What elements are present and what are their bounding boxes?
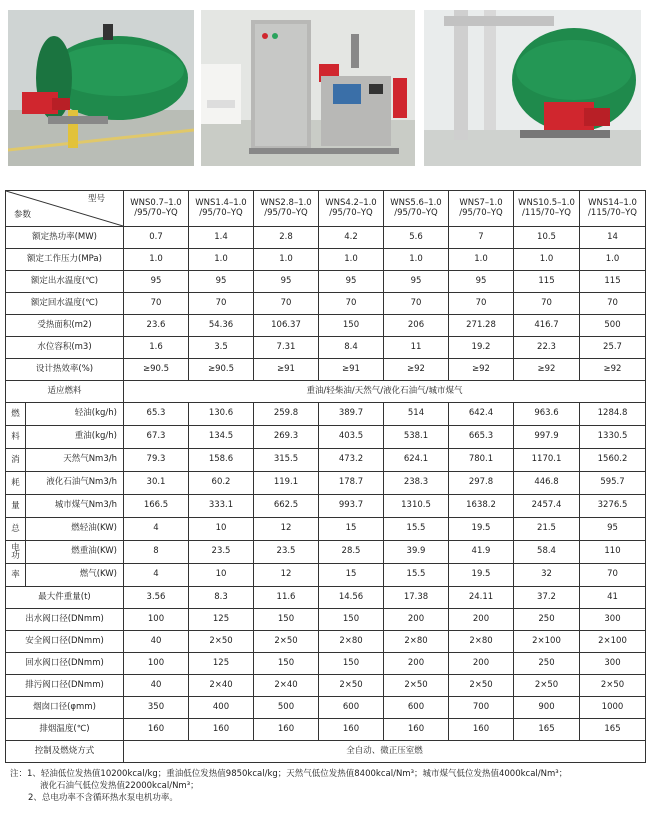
value-cell: 70 [449, 293, 514, 315]
value-cell: 58.4 [514, 541, 580, 564]
value-cell: 2×50 [514, 675, 580, 697]
value-cell: 2457.4 [514, 495, 580, 518]
boiler-photo-1 [8, 10, 194, 166]
note-line-1: 注：1、轻油低位发热值10200kcal/kg；重油低位发热值9850kcal/kg；天然气低位发热值8400kcal/Nm³；城市煤气低位发热值4000kcal/Nm³； [10, 769, 568, 779]
value-cell: 600 [319, 697, 384, 719]
row-label-cell [6, 426, 124, 449]
value-cell: 70 [319, 293, 384, 315]
value-cell: 538.1 [384, 426, 449, 449]
value-cell: 160 [449, 719, 514, 741]
value-cell: 95 [449, 271, 514, 293]
value-cell: 11.6 [254, 587, 319, 609]
consumption-group-char: 燃 [11, 408, 20, 419]
value-cell: 1330.5 [580, 426, 646, 449]
value-cell: 160 [254, 719, 319, 741]
value-cell: 259.8 [254, 403, 319, 426]
value-cell: 12 [254, 518, 319, 541]
value-cell: 95 [124, 271, 189, 293]
value-cell: 41 [580, 587, 646, 609]
spec-row [6, 359, 646, 381]
row-label: 额定回水温度(℃) [6, 293, 124, 315]
value-cell: 200 [384, 653, 449, 675]
spec-row [6, 653, 646, 675]
value-cell: 1.4 [189, 227, 254, 249]
boiler-illustration-1 [8, 10, 194, 166]
value-cell: 600 [384, 697, 449, 719]
value-cell: 23.5 [189, 541, 254, 564]
value-cell: 19.5 [449, 564, 514, 587]
value-cell: 106.37 [254, 315, 319, 337]
spec-row [6, 426, 646, 449]
value-cell: 7.31 [254, 337, 319, 359]
corner-model-label: 型号 [87, 194, 105, 204]
model-header-row [6, 191, 646, 227]
row-label: 受热面积(m2) [6, 315, 124, 337]
value-cell: 166.5 [124, 495, 189, 518]
row-label: 燃气(KW) [79, 569, 117, 580]
value-cell: 4.2 [319, 227, 384, 249]
spec-row [6, 675, 646, 697]
row-label: 额定热功率(MW) [6, 227, 124, 249]
row-label: 设计热效率(%) [6, 359, 124, 381]
row-label: 燃重油(KW) [71, 546, 117, 557]
spec-row [6, 564, 646, 587]
value-cell: 1638.2 [449, 495, 514, 518]
value-cell: ≥90.5 [189, 359, 254, 381]
value-cell: 32 [514, 564, 580, 587]
value-cell: 400 [189, 697, 254, 719]
value-cell: 100 [124, 609, 189, 631]
model-line1: WNS5.6–1.0 [390, 197, 442, 208]
value-cell: 115 [514, 271, 580, 293]
value-cell: 993.7 [319, 495, 384, 518]
model-line2: /95/70–YQ [199, 207, 243, 218]
value-cell: 662.5 [254, 495, 319, 518]
value-cell: 1.0 [514, 249, 580, 271]
value-cell: 79.3 [124, 449, 189, 472]
model-line1: WNS2.8–1.0 [260, 197, 312, 208]
consumption-group-char: 消 [11, 454, 20, 465]
spec-row [6, 271, 646, 293]
value-cell: 1.0 [580, 249, 646, 271]
value-cell: 3.56 [124, 587, 189, 609]
value-cell: 21.5 [514, 518, 580, 541]
value-cell: 780.1 [449, 449, 514, 472]
value-cell: ≥91 [319, 359, 384, 381]
value-cell: 160 [124, 719, 189, 741]
value-cell: 70 [580, 293, 646, 315]
row-label: 额定出水温度(℃) [6, 271, 124, 293]
value-cell: 642.4 [449, 403, 514, 426]
value-cell: 14.56 [319, 587, 384, 609]
value-cell: 95 [189, 271, 254, 293]
spec-row [6, 403, 646, 426]
value-cell: 115 [580, 271, 646, 293]
value-cell: 1.0 [124, 249, 189, 271]
value-cell: 158.6 [189, 449, 254, 472]
row-label: 天然气Nm3/h [63, 454, 117, 465]
value-cell: 23.6 [124, 315, 189, 337]
consumption-group-column [6, 495, 26, 517]
fuel-row [6, 381, 646, 403]
value-cell: 28.5 [319, 541, 384, 564]
value-cell: 150 [319, 609, 384, 631]
value-cell: 160 [319, 719, 384, 741]
value-cell: 67.3 [124, 426, 189, 449]
value-cell: 300 [580, 653, 646, 675]
model-header [124, 191, 189, 227]
value-cell: ≥92 [384, 359, 449, 381]
value-cell: 1000 [580, 697, 646, 719]
value-cell: 22.3 [514, 337, 580, 359]
value-cell: 12 [254, 564, 319, 587]
value-cell: 389.7 [319, 403, 384, 426]
value-cell: 25.7 [580, 337, 646, 359]
value-cell: 271.28 [449, 315, 514, 337]
spec-row [6, 293, 646, 315]
model-line1: WNS10.5–1.0 [518, 197, 575, 208]
row-label: 水位容积(m3) [6, 337, 124, 359]
value-cell: 15 [319, 564, 384, 587]
row-label: 城市煤气Nm3/h [54, 500, 117, 511]
value-cell: ≥91 [254, 359, 319, 381]
row-label: 液化石油气Nm3/h [46, 477, 117, 488]
model-line1: WNS4.2–1.0 [325, 197, 377, 208]
model-line1: WNS14–1.0 [588, 197, 637, 208]
value-cell: 1.0 [254, 249, 319, 271]
value-cell: 95 [254, 271, 319, 293]
value-cell: 250 [514, 609, 580, 631]
spec-row [6, 449, 646, 472]
value-cell: 2×80 [319, 631, 384, 653]
model-header [580, 191, 646, 227]
value-cell: 4 [124, 564, 189, 587]
value-cell: 333.1 [189, 495, 254, 518]
value-cell: 65.3 [124, 403, 189, 426]
value-cell: 1.0 [319, 249, 384, 271]
value-cell: 446.8 [514, 472, 580, 495]
model-header [189, 191, 254, 227]
value-cell: 2×40 [254, 675, 319, 697]
value-cell: 70 [189, 293, 254, 315]
spec-row [6, 495, 646, 518]
row-label: 排污阀口径(DNmm) [6, 675, 124, 697]
spec-row [6, 518, 646, 541]
value-cell: 997.9 [514, 426, 580, 449]
value-cell: 130.6 [189, 403, 254, 426]
value-cell: 41.9 [449, 541, 514, 564]
value-cell: 1560.2 [580, 449, 646, 472]
value-cell: 238.3 [384, 472, 449, 495]
control-cabinet-photo [201, 10, 415, 166]
consumption-group-char: 耗 [11, 477, 20, 488]
value-cell: 1.0 [189, 249, 254, 271]
value-cell: 1170.1 [514, 449, 580, 472]
value-cell: 2×50 [580, 675, 646, 697]
value-cell: 200 [384, 609, 449, 631]
value-cell: 95 [580, 518, 646, 541]
value-cell: 2×50 [254, 631, 319, 653]
value-cell: 15.5 [384, 518, 449, 541]
value-cell: 165 [514, 719, 580, 741]
value-cell: 500 [254, 697, 319, 719]
value-cell: 60.2 [189, 472, 254, 495]
value-cell: ≥90.5 [124, 359, 189, 381]
value-cell: 134.5 [189, 426, 254, 449]
value-cell: 250 [514, 653, 580, 675]
value-cell: 10 [189, 564, 254, 587]
value-cell: 150 [254, 609, 319, 631]
spec-row [6, 249, 646, 271]
value-cell: 24.11 [449, 587, 514, 609]
value-cell: 125 [189, 609, 254, 631]
value-cell: 150 [319, 315, 384, 337]
model-line1: WNS1.4–1.0 [195, 197, 247, 208]
value-cell: 2×80 [449, 631, 514, 653]
value-cell: 8.3 [189, 587, 254, 609]
consumption-group-column [6, 426, 26, 448]
model-header [319, 191, 384, 227]
row-label-cell [6, 495, 124, 518]
value-cell: 23.5 [254, 541, 319, 564]
value-cell: 10 [189, 518, 254, 541]
row-label-cell [6, 449, 124, 472]
value-cell: 17.38 [384, 587, 449, 609]
power-group-char: 总 [11, 523, 20, 534]
value-cell: 100 [124, 653, 189, 675]
power-group-char: 电 [11, 542, 20, 553]
model-line2: /95/70–YQ [134, 207, 178, 218]
value-cell: 30.1 [124, 472, 189, 495]
value-cell: 125 [189, 653, 254, 675]
power-group-char: 率 [11, 569, 20, 580]
value-cell: 70 [254, 293, 319, 315]
spec-row [6, 631, 646, 653]
value-cell: 297.8 [449, 472, 514, 495]
model-header [449, 191, 514, 227]
value-cell: ≥92 [449, 359, 514, 381]
value-cell: 2×100 [580, 631, 646, 653]
value-cell: 3.5 [189, 337, 254, 359]
value-cell: 160 [384, 719, 449, 741]
cabinet-illustration [201, 10, 415, 166]
spec-row [6, 227, 646, 249]
consumption-group-char: 料 [11, 431, 20, 442]
row-label: 排烟温度(℃) [6, 719, 124, 741]
power-group-column [6, 518, 26, 540]
merged-value-cell: 重油/轻柴油/天然气/液化石油气/城市煤气 [124, 381, 646, 403]
value-cell: 2×50 [189, 631, 254, 653]
value-cell: ≥92 [514, 359, 580, 381]
value-cell: 14 [580, 227, 646, 249]
row-label: 最大件重量(t) [6, 587, 124, 609]
value-cell: 1.0 [384, 249, 449, 271]
row-label: 燃轻油(KW) [71, 523, 117, 534]
note-line-2: 液化石油气低位发热值22000kcal/Nm³； [40, 781, 199, 791]
value-cell: 2×50 [449, 675, 514, 697]
model-header [254, 191, 319, 227]
value-cell: 178.7 [319, 472, 384, 495]
value-cell: 1.0 [449, 249, 514, 271]
model-line1: WNS0.7–1.0 [130, 197, 182, 208]
value-cell: 95 [384, 271, 449, 293]
value-cell: ≥92 [580, 359, 646, 381]
value-cell: 10.5 [514, 227, 580, 249]
value-cell: 200 [449, 609, 514, 631]
value-cell: 40 [124, 675, 189, 697]
value-cell: 473.2 [319, 449, 384, 472]
value-cell: 4 [124, 518, 189, 541]
value-cell: 2×100 [514, 631, 580, 653]
spec-row [6, 541, 646, 564]
corner-param-label: 参数 [14, 210, 32, 221]
value-cell: 900 [514, 697, 580, 719]
value-cell: 19.5 [449, 518, 514, 541]
consumption-group-column [6, 472, 26, 494]
row-label: 额定工作压力(MPa) [6, 249, 124, 271]
value-cell: 595.7 [580, 472, 646, 495]
model-header [384, 191, 449, 227]
value-cell: 315.5 [254, 449, 319, 472]
value-cell: 8 [124, 541, 189, 564]
spec-row [6, 719, 646, 741]
value-cell: 15 [319, 518, 384, 541]
value-cell: 2×80 [384, 631, 449, 653]
value-cell: 37.2 [514, 587, 580, 609]
model-line2: /115/70–YQ [588, 207, 637, 218]
value-cell: 11 [384, 337, 449, 359]
footnotes [10, 768, 645, 804]
value-cell: 1284.8 [580, 403, 646, 426]
value-cell: 54.36 [189, 315, 254, 337]
row-label: 重油(kg/h) [74, 431, 117, 442]
value-cell: 3276.5 [580, 495, 646, 518]
value-cell: 500 [580, 315, 646, 337]
row-label-cell [6, 518, 124, 541]
row-label-cell [6, 472, 124, 495]
value-cell: 700 [449, 697, 514, 719]
value-cell: 1.6 [124, 337, 189, 359]
value-cell: 665.3 [449, 426, 514, 449]
power-group-column [6, 564, 26, 586]
row-label: 烟囱口径(φmm) [6, 697, 124, 719]
boiler-photo-2 [424, 10, 641, 166]
value-cell: 70 [514, 293, 580, 315]
value-cell: 1310.5 [384, 495, 449, 518]
value-cell: 7 [449, 227, 514, 249]
product-photos [0, 0, 650, 175]
consumption-group-char: 量 [11, 500, 20, 511]
consumption-group-column [6, 403, 26, 425]
power-group-char: 功 [11, 551, 20, 561]
boiler-illustration-2 [424, 10, 641, 166]
value-cell: 95 [319, 271, 384, 293]
model-header [514, 191, 580, 227]
value-cell: 110 [580, 541, 646, 564]
value-cell: 70 [124, 293, 189, 315]
value-cell: 403.5 [319, 426, 384, 449]
spec-row [6, 587, 646, 609]
value-cell: 19.2 [449, 337, 514, 359]
value-cell: 70 [384, 293, 449, 315]
value-cell: 0.7 [124, 227, 189, 249]
value-cell: 269.3 [254, 426, 319, 449]
row-label-cell [6, 403, 124, 426]
value-cell: 150 [319, 653, 384, 675]
model-line2: /95/70–YQ [264, 207, 308, 218]
value-cell: 200 [449, 653, 514, 675]
note-line-3: 2、总电功率不含循环热水泵电机功率。 [28, 793, 178, 803]
merged-value-cell: 全自动、微正压室燃 [124, 741, 646, 763]
model-line2: /95/70–YQ [459, 207, 503, 218]
value-cell: 70 [580, 564, 646, 587]
row-label-cell [6, 541, 124, 564]
spec-row [6, 697, 646, 719]
spec-table-body [6, 227, 646, 763]
spec-row [6, 315, 646, 337]
value-cell: 2×50 [384, 675, 449, 697]
value-cell: 119.1 [254, 472, 319, 495]
value-cell: 206 [384, 315, 449, 337]
value-cell: 165 [580, 719, 646, 741]
value-cell: 150 [254, 653, 319, 675]
value-cell: 15.5 [384, 564, 449, 587]
row-label: 出水阀口径(DNmm) [6, 609, 124, 631]
spec-row [6, 472, 646, 495]
row-label: 控制及燃烧方式 [6, 741, 124, 763]
value-cell: 8.4 [319, 337, 384, 359]
model-line2: /115/70–YQ [522, 207, 571, 218]
value-cell: 963.6 [514, 403, 580, 426]
value-cell: 2×40 [189, 675, 254, 697]
value-cell: 2.8 [254, 227, 319, 249]
value-cell: 160 [189, 719, 254, 741]
model-line2: /95/70–YQ [329, 207, 373, 218]
row-label: 适应燃料 [6, 381, 124, 403]
value-cell: 40 [124, 631, 189, 653]
row-label-cell [6, 564, 124, 587]
consumption-group-column [6, 449, 26, 471]
row-label: 轻油(kg/h) [74, 408, 117, 419]
value-cell: 514 [384, 403, 449, 426]
power-group-column [6, 541, 26, 563]
spec-row [6, 337, 646, 359]
row-label: 回水阀口径(DNmm) [6, 653, 124, 675]
value-cell: 350 [124, 697, 189, 719]
spec-table [5, 190, 646, 763]
value-cell: 39.9 [384, 541, 449, 564]
value-cell: 416.7 [514, 315, 580, 337]
model-line1: WNS7–1.0 [459, 197, 503, 208]
value-cell: 300 [580, 609, 646, 631]
value-cell: 2×50 [319, 675, 384, 697]
control-row [6, 741, 646, 763]
value-cell: 5.6 [384, 227, 449, 249]
value-cell: 624.1 [384, 449, 449, 472]
header-corner-cell [6, 191, 124, 227]
model-line2: /95/70–YQ [394, 207, 438, 218]
spec-row [6, 609, 646, 631]
row-label: 安全阀口径(DNmm) [6, 631, 124, 653]
